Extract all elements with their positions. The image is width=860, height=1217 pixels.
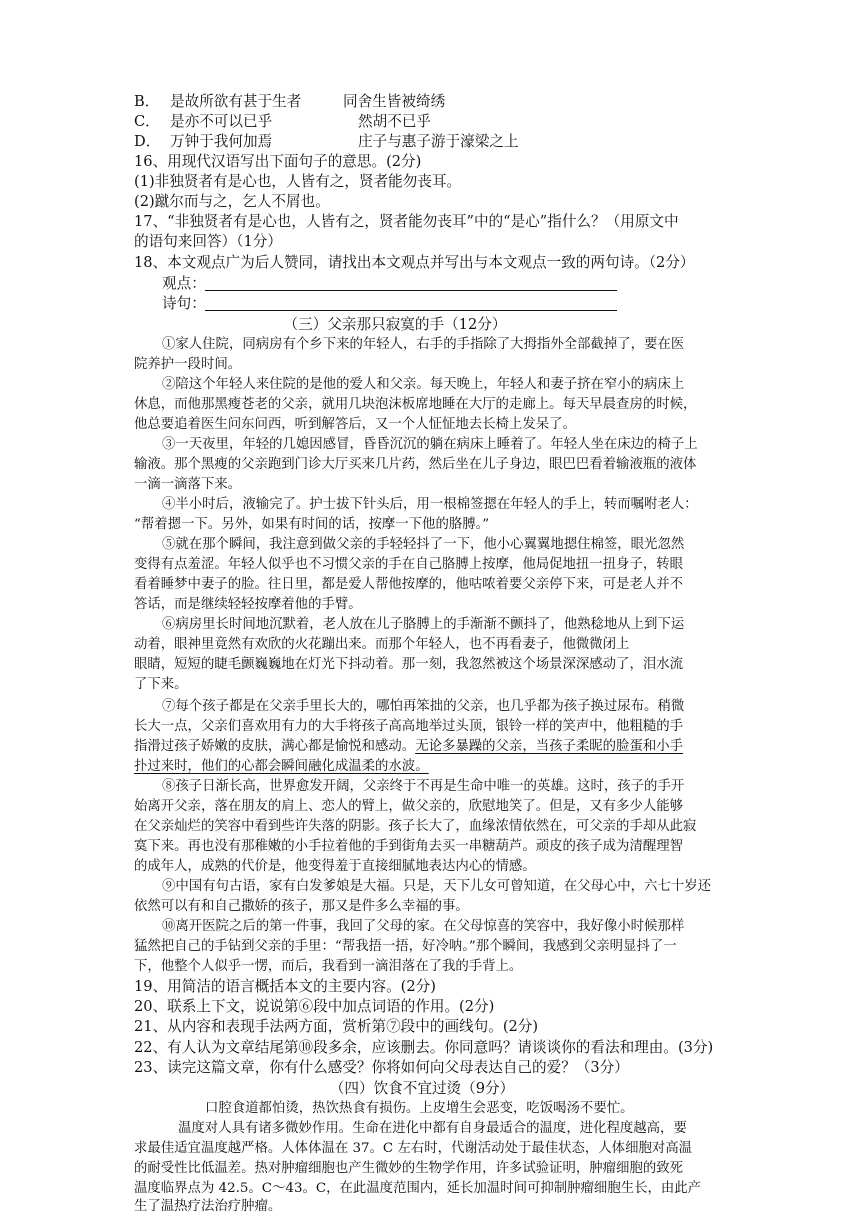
question-20: 20、联系上下文，说说第⑥段中加点词语的作用。(2分) [134,998,495,1015]
s3-paragraph-6-line: 动着，眼神里竟然有欢欣的火花蹦出来。而那个年轻人，也不再看妻子，他微微闭上 [134,637,630,652]
question-21: 21、从内容和表现手法两方面，赏析第⑦段中的画线句。(2分) [134,1018,539,1035]
option-letter: C． [134,113,160,130]
option-left-text: 是亦不可以已乎 [170,113,273,130]
s3-paragraph-8-line: 的成年人，成熟的代价是，他变得羞于直接细腻地表达内心的情感。 [134,859,536,874]
question-16: 16、用现代汉语写出下面句子的意思。(2分) [134,153,422,170]
s4-paragraph-1-line: 生了温热疗法治疗肿瘤。 [134,1199,282,1214]
s3-paragraph-6-line: ⑥病房里长时间地沉默着，老人放在儿子胳膊上的手渐渐不颤抖了，他熟稔地从上到下运 [162,617,685,632]
option-left-text: 万钟于我何加焉 [170,133,273,150]
answer-line-poem[interactable] [205,310,617,311]
option-letter: D． [134,133,161,150]
s3-paragraph-9-line: 依然可以有和自己撒娇的孩子，那又是件多么幸福的事。 [134,899,469,914]
s4-paragraph-1-line: 温度对人具有诸多微妙作用。生命在进化中都有自身最适合的温度，进化程度越高，要 [178,1121,687,1136]
question-22: 22、有人认为文章结尾第⑩段多余，应该删去。你同意吗？请谈谈你的看法和理由。(3分) [134,1039,714,1056]
s3-paragraph-3-line: ③一天夜里，年轻的几媳因感冒，昏昏沉沉的躺在病床上睡着了。年轻人坐在床边的椅子上 [162,437,698,452]
option-left-text: 是故所欲有甚于生者 [170,93,302,110]
s3-paragraph-6-line: 眼睛，短短的睫毛颤巍巍地在灯光下抖动着。那一刻，我忽然被这个场景深深感动了，泪水流 [134,657,684,672]
section-4-title: （四）饮食不宜过烫（9分） [329,1080,515,1097]
s3-paragraph-10-line: 猛然把自己的手钻到父亲的手里：“帮我捂一捂，好冷呐。”那个瞬间，我感到父亲明显抖了一 [134,939,677,954]
s3-paragraph-2-line: 他总要追着医生问东问西，听到解答后，又一个人怔怔地去长椅上发呆了。 [134,417,576,432]
option-c [134,112,272,132]
option-d [134,132,272,152]
question-18: 18、本文观点广为后人赞同，请找出本文观点并写出与本文观点一致的两句诗。（2分） [134,254,695,271]
answer-line-view[interactable] [205,290,617,291]
s3-paragraph-7-line: ⑦每个孩子都是在父亲手里长大的，哪怕再笨拙的父亲，也几乎都为孩子换过尿布。稍微 [162,699,685,714]
s3-paragraph-2-line: 休息，而他那黑瘦苍老的父亲，就用几块泡沫板席地睡在大厅的走廊上。每天早晨查房的时候， [134,397,697,412]
question-16-sentence-2: (2)蹴尔而与之，乞人不屑也。 [134,193,330,210]
s4-paragraph-1-line: 的耐受性比低温差。热对肿瘤细胞也产生微妙的生物学作用，许多试验证明，肿瘤细胞的致死 [134,1161,684,1176]
s3-paragraph-6-line: 了下来。 [134,677,188,692]
s3-paragraph-7-text: 指滑过孩子娇嫩的皮肤，满心都是愉悦和感动。 [134,739,416,754]
question-17-cont: 的语句来回答）（1分） [134,233,282,250]
s3-paragraph-4-line: “帮着摁一下。另外，如果有时间的话，按摩一下他的胳膊。” [134,517,490,532]
s3-paragraph-5-line: 看着睡梦中妻子的脸。往日里，都是爱人帮他按摩的，他咕哝着要父亲停下来，可是老人并不 [134,577,684,592]
s3-paragraph-8-line: 寞下来。再也没有那稚嫩的小手拉着他的手到街角去买一串糖葫芦。顽皮的孩子成为清醒理智 [134,839,684,854]
answer-label-view: 观点： [162,275,206,292]
section-4-subtitle: 口腔食道都怕烫，热饮热食有损伤。上皮增生会恶变，吃饭喝汤不要忙。 [205,1101,634,1116]
s3-paragraph-1-line: 院养护一段时间。 [134,357,242,372]
question-17: 17、“非独贤者有是心也，人皆有之，贤者能勿丧耳”中的“是心”指什么？（用原文中 [134,213,679,230]
s3-paragraph-2-line: ②陪这个年轻人来住院的是他的爱人和父亲。每天晚上，年轻人和妻子挤在窄小的病床上 [162,377,685,392]
option-c-right: 然胡不已乎 [358,113,431,130]
s3-paragraph-8-line: ⑧孩子日渐长高，世界愈发开阔，父亲终于不再是生命中唯一的英雄。这时，孩子的手开 [162,779,685,794]
s3-paragraph-4-line: ④半小时后，液输完了。护士拔下针头后，用一根棉签摁在年轻人的手上，转而嘱咐老人： [162,497,698,512]
question-23: 23、读完这篇文章，你有什么感受？你将如何向父母表达自己的爱？（3分） [134,1059,629,1076]
option-letter: B． [134,93,160,110]
s3-paragraph-3-line: 输液。那个黑瘦的父亲跑到门诊大厅买来几片药，然后坐在儿子身边，眼巴巴看着输液瓶的液体 [134,457,697,472]
answer-label-poem: 诗句： [162,295,206,312]
option-b [134,92,301,112]
s3-paragraph-8-line: 始离开父亲，落在朋友的肩上、恋人的臂上，做父亲的，欣慰地笑了。但是，又有多少人能够 [134,799,684,814]
underlined-sentence: 无论多暴躁的父亲，当孩子柔昵的脸蛋和小手 [415,739,684,754]
s3-paragraph-7-line [134,737,683,757]
question-19: 19、用简洁的语言概括本文的主要内容。(2分) [134,978,436,995]
s3-paragraph-5-line: 变得有点羞涩。年轻人似乎也不习惯父亲的手在自己胳膊上按摩，他局促地扭一扭身子，转眼 [134,557,684,572]
s3-paragraph-5-line: 答话，而是继续轻轻按摩着他的手臂。 [134,597,362,612]
s3-paragraph-7-line: 长大一点，父亲们喜欢用有力的大手将孩子高高地举过头顶，银铃一样的笑声中，他粗糙的手 [134,719,684,734]
s3-paragraph-10-line: ⑩离开医院之后的第一件事，我回了父母的家。在父母惊喜的笑容中，我好像小时候那样 [162,919,685,934]
section-3-title: （三）父亲那只寂寞的手（12分） [283,316,507,333]
option-d-right: 庄子与惠子游于濠梁之上 [358,133,519,150]
question-16-sentence-1: (1)非独贤者有是心也，人皆有之，贤者能勿丧耳。 [134,173,462,190]
s3-paragraph-1-line: ①家人住院，同病房有个乡下来的年轻人，右手的手指除了大拇指外全部截掉了，要在医 [162,337,685,352]
s4-paragraph-1-line: 温度临界点为 42.5。C～43。C，在此温度范围内，延长加温时间可抑制肿瘤细胞生长，由此产 [134,1181,702,1196]
underlined-sentence: 扑过来时，他们的心都会瞬间融化成温柔的水波。 [134,759,429,774]
s4-paragraph-1-line: 求最佳适宜温度越严格。人体体温在 37。C 左右时，代谢活动处于最佳状态，人体细胞对高温 [134,1141,693,1156]
s3-paragraph-9-line: ⑨中国有句古语，家有白发爹娘是大福。只是，天下儿女可曾知道，在父母心中，六七十岁还 [162,879,712,894]
s3-paragraph-10-line: 下，他整个人似乎一愣，而后，我看到一滴泪落在了我的手背上。 [134,959,523,974]
s3-paragraph-5-line: ⑤就在那个瞬间，我注意到做父亲的手轻轻抖了一下，他小心翼翼地摁住棉签，眼光忽然 [162,537,685,552]
option-b-right: 同舍生皆被绮绣 [343,93,446,110]
s3-paragraph-8-line: 在父亲灿烂的笑容中看到些许失落的阴影。孩子长大了，血缘浓情依然在，可父亲的手却从此寂 [134,819,697,834]
s3-paragraph-3-line: 一滴一滴落下来。 [134,477,242,492]
